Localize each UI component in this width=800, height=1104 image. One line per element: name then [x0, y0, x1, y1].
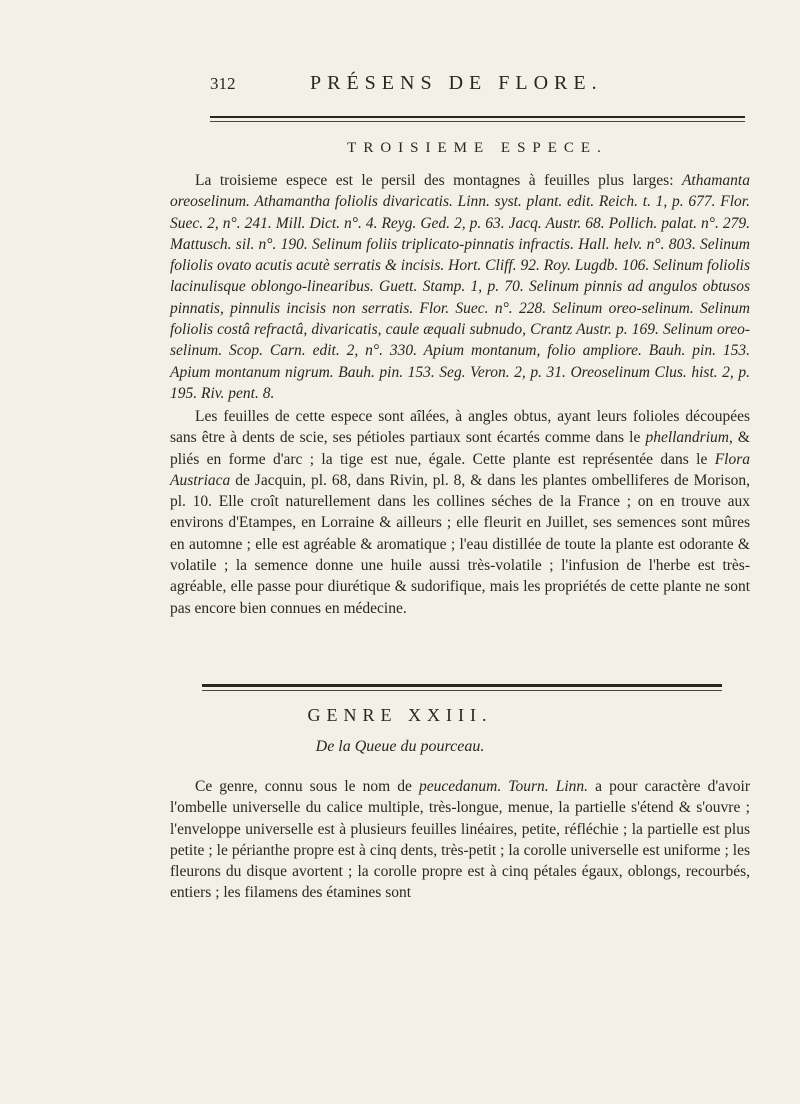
genre-subtitle: De la Queue du pourceau. — [315, 738, 485, 755]
section-divider-rule-thin — [202, 690, 722, 691]
paragraph-3-text-1: Ce genre, connu sous le nom de — [195, 778, 419, 795]
paragraph-2-text-1: Les feuilles de cette espece sont aîlées, à angles obtus, ayant leurs folioles découpées sans être à dents de scie, ses pétioles partiaux sont écartés comme dans le — [170, 408, 750, 447]
running-head — [0, 72, 800, 98]
paragraph-genre-description — [170, 776, 750, 904]
header-rule — [210, 116, 745, 118]
section-title: TROISIEME ESPECE. — [347, 140, 608, 156]
paragraph-3-text-2: a pour caractère d'avoir l'ombelle universelle du calice multiple, très-longue, menue, la partielle s'étend & s'ouvre ; l'enveloppe universelle est à plusieurs feuilles linéaires, petite, réfléchie ; la partielle est plus petite ; le périanthe propre est à cinq dents, très-petit ; la corolle universelle est uniforme ; les fleurons du disque avortent ; la corolle propre est à cinq pétales égaux, oblongs, recourbés, entiers ; les filamens des étamines sont — [170, 778, 750, 902]
paragraph-1-latin: Athamanta oreoselinum. Athamantha foliolis divaricatis. Linn. syst. plant. edit. Reich. t. 1, p. 677. Flor. Suec. 2, n°. 241. Mill. Dict. n°. 4. Reyg. Ged. 2, p. 63. Jacq. Austr. 68. Pollich. palat. n°. 279. Mattusch. sil. n°. 190. Selinum foliis triplicato-pinnatis infractis. Hall. helv. n°. 803. Selinum foliolis ovato acutis acutè serratis & incisis. Hort. Cliff. 92. Roy. Lugdb. 106. Selinum foliolis lacinulisque oblongo-linearibus. Guett. Stamp. 1, p. 70. Selinum pinnis ad angulos obtusos pinnatis, pinnulis incisis non serratis. Flor. Suec. n°. 228. Selinum oreo-selinum. Selinum foliolis costâ refractâ, divaricatis, caule æquali subnudo, Crantz Austr. p. 169. Selinum oreo-selinum. Scop. Carn. edit. 2, n°. 330. Apium montanum, folio ampliore. Bauh. pin. 153. Apium montanum nigrum. Bauh. pin. 153. Seg. Veron. 2, p. 31. Oreoselinum Clus. hist. 2, p. 195. Riv. pent. 8. — [170, 172, 750, 402]
paragraph-2-italic-1: phellandrium — [645, 429, 729, 447]
paragraph-species-synonyms — [170, 170, 750, 404]
section-divider-rule — [202, 684, 722, 687]
paragraph-2-italic-2: Flora Austriaca — [170, 450, 750, 489]
paragraph-3-italic-1: peucedanum. Tourn. Linn. — [418, 778, 589, 795]
paragraph-1-lead: La troisieme espece est le persil des montagnes à feuilles plus larges: — [195, 172, 682, 189]
running-title: PRÉSENS DE FLORE. — [310, 72, 603, 94]
paragraph-2-text-3: de Jacquin, pl. 68, dans Rivin, pl. 8, & dans les plantes ombelliferes de Morison, pl. 10. Elle croît naturellement dans les collines séches de la France ; on en trouve aux environs d'Etampes, en Lorraine & ailleurs ; elle fleurit en Juillet, ses semences sont mûres en automne ; elle est agréable & aromatique ; l'eau distillée de toute la plante est odorante & volatile ; la semence donne une huile aussi très-volatile ; l'infusion de l'herbe est très-agréable, elle passe pour diurétique & sudorifique, mais les propriétés de cette plante ne sont pas encore bien connues en médecine. — [170, 471, 750, 617]
page-number: 312 — [210, 74, 236, 93]
paragraph-2-text-2: , & pliés en forme d'arc ; la tige est nue, égale. Cette plante est représentée dans le — [170, 429, 750, 468]
paragraph-species-description — [170, 406, 750, 619]
header-rule-thin — [210, 121, 745, 122]
genre-heading: GENRE XXIII. — [307, 705, 493, 725]
